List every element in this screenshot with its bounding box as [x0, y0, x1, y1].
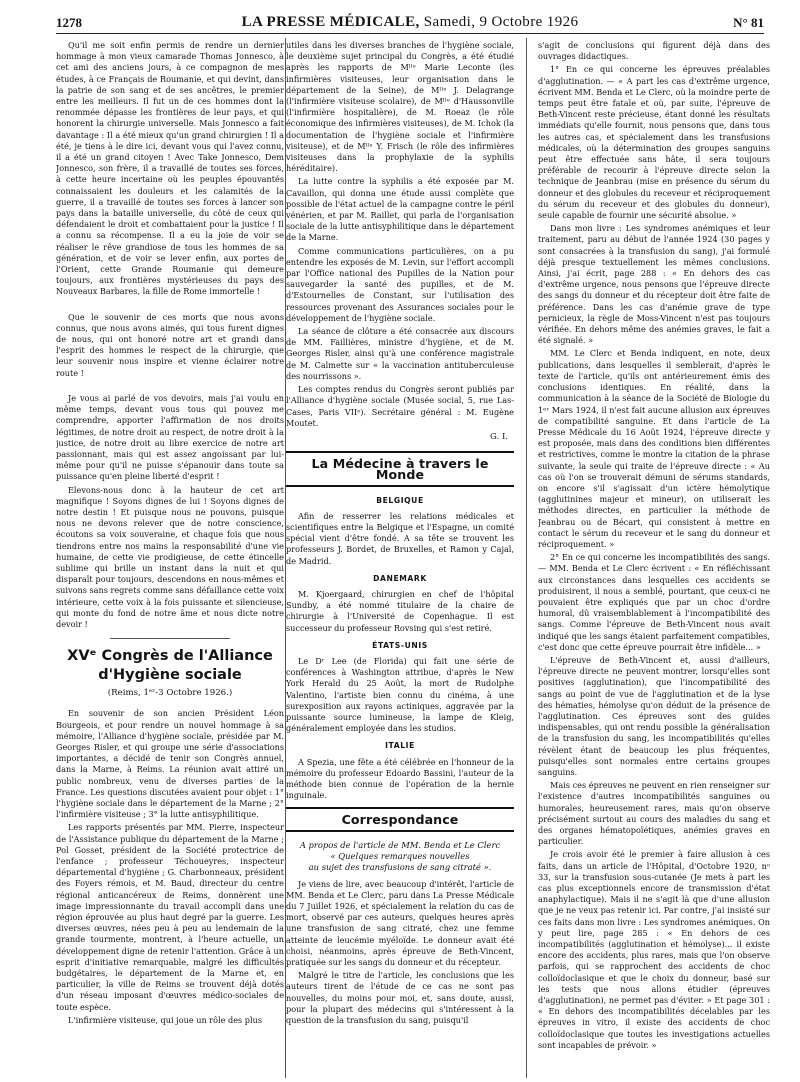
paragraph: Je viens de lire, avec beaucoup d'intérêt, l'article de MM. Benda et Le Clerc, paru dans La Presse Médicale du 7 Juillet 1926, et spécialement la relation du cas de mort, observé par ces auteurs, quelques heures après une transfusion de sang citraté, chez une femme atteinte de leucémie myéloïde. Le donneur avait été choisi, néanmoins, après épreuve de Beth-Vincent, pratiquée sur les sangs du donneur et du récepteur. [286, 878, 514, 968]
paragraph: Que le souvenir de ces morts que nous avons connus, que nous avons aimés, qui tous furent dignes de nous, qui ont honoré notre art et grandi dans l'esprit des hommes le respect de la chirurgie, que leur souvenir nous inspire et vienne éclairer notre route ! [56, 311, 284, 378]
paragraph: 1° En ce qui concerne les épreuves préalables d'agglutination. — « A part les cas d'extrême urgence, écrivent MM. Benda et Le Clerc, où la moindre perte de temps peut être fatale et où, par suite, l'épreuve de Beth-Vincent reste précieuse, étant donné les résultats immédiats qu'elle fournit, nous pensons que, dans tous les autres cas, et spécialement dans les transfusions médicales, où la détermination des groupes sanguins peut être effectuée sans hâte, il sera toujours préférable de recourir à l'épreuve directe selon la technique de Jeanbrau (mise en présence du sérum du donneur et des globules du receveur et réciproquement du sérum du receveur et des globules du donneur), seule capable de fournir une sécurité absolue. » [538, 64, 770, 221]
page-header [56, 5, 764, 29]
header-rule [56, 33, 764, 34]
paragraph: A Spezia, une fête a été célébrée en l'honneur de la mémoire du professeur Edoardo Bassini, l'auteur de la méthode bien connue de l'opération de la hernie inguinale. [286, 756, 514, 801]
author-initials: G. I. [490, 431, 508, 442]
separator-rule [110, 638, 230, 639]
paragraph: s'agit de conclusions qui figurent déjà dans des ouvrages didactiques. [538, 40, 770, 62]
paragraph: Les comptes rendus du Congrès seront publiés par l'Alliance d'hygiène sociale (Musée social, 5, rue Las-Cases, Paris VIIᵉ). Secrétaire général : M. Eugène Moutet. [286, 384, 514, 428]
journal-name: LA PRESSE MÉDICALE, [241, 14, 420, 30]
paragraph: Afin de resserrer les relations médicales et scientifiques entre la Belgique et l'Espagne, un comité spécial vient d'être fondé. A sa tête se trouvent les professeurs J. Bordet, de Bruxelles, et Ramon y Cajal, de Madrid. [286, 510, 514, 566]
country-heading: ITALIE [385, 741, 415, 751]
section-banner-correspondance: Correspondance [286, 807, 514, 831]
paragraph: Dans mon livre : Les syndromes anémiques et leur traitement, paru au début de l'année 1924 (30 pages y sont consacrées à la transfusion du sang), j'ai formulé déjà presque textuellement les mêmes conclusions. Ainsi, j'ai écrit, page 288 : « En dehors des cas d'extrême urgence, nous pensons que l'épreuve directe des sangs du donneur et du récepteur doit être faite de préférence. Dans les cas d'anémie grave de type pernicieux, la règle de Moss-Vincent n'est pas toujours vérifiée. En dehors même des anémies graves, le fait a été signalé. » [538, 223, 770, 346]
paragraph: M. Kjoergaard, chirurgien en chef de l'hôpital Sundby, a été nommé titulaire de la chaire de chirurgie à l'Université de Copenhague. Il est successeur du professeur Rovsing qui s'est retiré. [286, 588, 514, 633]
paragraph: MM. Le Clerc et Benda indiquent, en note, deux publications, dans lesquelles il semblerait, d'après le texte de l'article, qu'ils ont antérieurement émis des conclusions identiques. En réalité, dans la communication à la séance de la Société de Biologie du 1ᵉʳ Mars 1924, il n'est fait aucune allusion aux épreuves de compatibilité sanguine. Et dans l'article de La Presse Médicale du 16 Août 1924, l'épreuve directe y est proposée, mais dans des conditions bien différentes et restrictives, comme le montre la citation de la phrase suivante, la seule qui traite de l'épreuve directe : « Au cas où l'on se trouverait démuni de sérums standards, on encore s'il s'agissait d'un ictère hémolytique (agglutinines majeur et mineur), on utiliserait les méthodes directes, en particulier la méthode de Jeanbrau ou de Bécart, qui consistent à mettre en contact le sérum du receveur et le sang du donneur et réciproquement. » [538, 348, 770, 549]
paragraph: utiles dans les diverses branches de l'hygiène sociale, le deuxième sujet principal du Congrès, a été étudié après les rapports de Mˡˡᵉ Marie Leconte (les infirmières visiteuses, leur organisation dans le département de la Seine), de Mˡˡᵉ J. Delagrange (l'infirmière visiteuse scolaire), de Mˡˡᵉ d'Haussonville (l'infirmière hospitalière), de M. Roeaz (le rôle économique des infirmières visiteuses), de M. Ichok (la documentation de l'hygiène sociale et l'infirmière visiteuse), et de Mˡˡᵉ Y. Frisch (le rôle des infirmières visiteuses dans la prophylaxie de la syphilis héréditaire). [286, 40, 514, 174]
letter-subject-line: au sujet des transfusions de sang citraté ». [308, 861, 492, 872]
paragraph: En souvenir de son ancien Président Léon Bourgeois, et pour rendre un nouvel hommage à sa mémoire, l'Alliance d'hygiène sociale, présidée par M. Georges Risler, et qui groupe une série d'associations importantes, a décidé de tenir son Congrès annuel, dans la Marne, à Reims. La réunion avait attiré un public nombreux, venu de diverses parties de la France. Les questions discutées avaient pour objet : 1° l'hygiène sociale dans le département de la Marne ; 2° l'infirmière visiteuse ; 3° la lutte antisyphilitique. [56, 708, 284, 820]
page-number: 1278 [56, 15, 82, 30]
column-divider [526, 38, 527, 1078]
running-title [56, 14, 764, 31]
congress-title: XVᵉ Congrès de l'Alliance d'Hygiène sociale [67, 648, 273, 684]
country-heading: DANEMARK [373, 573, 427, 583]
column-1 [56, 40, 284, 1076]
paragraph: L'épreuve de Beth-Vincent et, aussi d'ailleurs, l'épreuve directe ne peuvent montrer, lorsqu'elles sont positives (agglutination), que l'incompatibilité des sangs au point de vue de l'agglutination et de la lyse des hématies, hémolyse qu'on déduit de la présence de l'agglutination. Ces épreuves sont des guides indispensables, qui ont rendu possible la généralisation de la transfusion du sang, les incompatibilités qu'elles révèlent étant de beaucoup les plus fréquentes, puisqu'elles sont normales entre certains groupes sanguins. [538, 654, 770, 777]
letter-subject-line: « Quelques remarques nouvelles [330, 850, 470, 861]
paragraph: La lutte contre la syphilis a été exposée par M. Cavaillon, qui donna une étude aussi complète que possible de l'état actuel de la campagne contre le péril vénérien, et par M. Raillet, qui parla de l'organisation sociale de la lutte antisyphilitique dans le département de la Marne. [286, 176, 514, 243]
paragraph: 2° En ce qui concerne les incompatibilités des sangs. — MM. Benda et Le Clerc écrivent : « En réfléchissant aux circonstances dans lesquelles ces accidents se produisirent, il nous a semblé, pourtant, que ceux-ci ne pouvaient être expliqués que par un choc d'ordre humoral, dû vraisemblablement à l'incompatibilité des sangs. Comme l'épreuve de Beth-Vincent nous avait indiqué que les sangs étaient parfaitement compatibles, c'est donc que cette épreuve pourrait être infidèle... » [538, 552, 770, 652]
country-heading: ÉTATS-UNIS [372, 640, 428, 650]
paragraph: Le Dʳ Lee (de Florida) qui fait une série de conférences à Washington attribue, d'après le New York Herald du 25 Août, la mort de Rudolphe Valentino, l'artiste bien connu du cinéma, à une surexposition aux rayons actiniques, aggravée par la puissante source lumineuse, la lampe de Kleig, généralement employée dans les studios. [286, 655, 514, 734]
issue-date: Samedi, 9 Octobre 1926 [423, 14, 579, 30]
paragraph: Les rapports présentés par MM. Pierre, inspecteur de l'Assistance publique du département de la Marne ; Pol Gosset, président de la Société protectrice de l'enfance ; professeur Téchoueyres, inspecteur départemental d'hygiène ; G. Charbonneaux, président des Foyers rémois, et M. Baud, directeur du centre régional anticancéreux de Reims, donnèrent une image impressionnante du travail accompli dans une région éprouvée au plus haut degré par la guerre. Les diverses œuvres, nées peu à peu au lendemain de la grande tourmente, montrent, à l'heure actuelle, un développement digne de retenir l'attention. Grâce à un esprit d'initiative remarquable, malgré les difficultés budgétaires, le département de la Marne et, en particulier, la ville de Reims se trouvent déjà dotés d'un réseau imposant d'œuvres médico-sociales de toute espèce. [56, 822, 284, 1012]
paragraph: Je vous ai parlé de vos devoirs, mais j'ai voulu en même temps, devant vous tous qui pouvez me comprendre, apporter l'affirmation de nos droits légitimes, de notre droit au respect, de notre droit à la justice, de notre droit au libre exercice de notre art passionnant, mais qui est assez angoissant par lui-même pour qu'il ne puisse s'épanouir dans toute sa puissance qu'en pleine liberté d'esprit ! [56, 392, 284, 482]
congress-dates: (Reims, 1ᵉʳ-3 Octobre 1926.) [107, 688, 233, 699]
letter-subject [286, 840, 514, 873]
column-2 [286, 40, 514, 1076]
paragraph: Mais ces épreuves ne peuvent en rien renseigner sur l'existence d'autres incompatibilités sanguines ou humorales, heureusement rares, mais qu'on observe précisément surtout au cours des maladies du sang et des organes hématopoïétiques, anémies graves en particulier. [538, 780, 770, 847]
paragraph: Malgré le titre de l'article, les conclusions que les auteurs tirent de l'étude de ce cas ne sont pas nouvelles, du moins pour moi, et, sans doute, aussi, pour la plupart des médecins qui s'intéressent à la question de la transfusion du sang, puisqu'il [286, 970, 514, 1026]
paragraph: Je crois avoir été le premier à faire allusion à ces faits, dans un article de l'Hôpital, d'Octobre 1920, nᵒ 33, sur la transfusion sous-cutanée (Je mets à part les cas plus exceptionnels encore de transmission d'état anaphylactique). Mais il ne s'agit là que d'une allusion que je ne veux pas retenir ici. Par contre, j'ai insisté sur ces faits dans mon livre : Les syndromes anémiques. On y peut lire, page 285 : « En dehors de ces incompatibilités (agglutination et hémolyse)... il existe encore des accidents, plus rares, mais que l'on observe parfois, qui se rapprochent des accidents de choc colloïdoclasique et que le choix du donneur, basé sur les tests que nous allons étudier (épreuves d'agglutination), ne permet pas d'éviter. » Et page 301 : « En dehors des incompatibilités décelables par les épreuves in vitro, il existe des accidents de choc colloïdoclasique que toutes les investigations actuelles sont incapables de prévoir. » [538, 849, 770, 1050]
paragraph: Elevons-nous donc à la hauteur de cet art magnifique ! Soyons dignes de lui ! Soyons dignes de notre destin ! Et puisque nous ne pouvons, puisque nous ne devons relever que de notre conscience, écoutons sa voix souveraine, et chaque fois que nous tiendrons entre nos mains la responsabilité d'une vie humaine, de cette vie prodigieuse, de cette étincelle sublime qui brille un instant dans la nuit et qui disparaît pour toujours, descendons en nous-mêmes et suivons sans regrets comme sans défaillance cette voix intérieure, cette voix à la fois puissante et silencieuse, qui monte du fond de notre âme et nous dicte notre devoir ! [56, 484, 284, 629]
paragraph: L'infirmière visiteuse, qui joue un rôle des plus [68, 1014, 262, 1025]
section-banner-medecine: La Médecine à travers le Monde [286, 451, 514, 486]
paragraph: La séance de clôture a été consacrée aux discours de MM. Faillières, ministre d'hygiène, et de M. Georges Risler, ainsi qu'à une conférence magistrale de M. Calmette sur « la vaccination antituberculeuse des nourrissons ». [286, 326, 514, 381]
country-heading: BELGIQUE [376, 495, 424, 505]
column-3 [538, 40, 770, 1076]
paragraph: Comme communications particulières, on a pu entendre les exposés de M. Levin, sur l'effort accompli par l'Office national des Pupilles de la Nation pour sauvegarder la santé des pupilles, et de M. d'Estournelles de Constant, sur l'utilisation des ressources provenant des Assurances sociales pour le développement de l'hygiène sociale. [286, 245, 514, 323]
paragraph: Qu'il me soit enfin permis de rendre un dernier hommage à mon vieux camarade Thomas Jonnesco, à cet ami des anciens jours, à ce compagnon de mes études, à ce Français de Roumanie, et qui devint, dans la patrie de son sang et de ses ancêtres, le premier entre les meilleurs. Il fut un de ces hommes dont la renommée dépasse les frontières de leur pays, et qui honorent la chirurgie universelle. Mais Jonnesco a fait davantage : Il a été mieux qu'un grand chirurgien ! Il a été, je tiens à le dire ici, devant vous qui l'avez connu, il a été un grand citoyen ! Avec Take Jonnesco, Dem Jonnesco, son frère, il a travaillé de toutes ses forces, à cette heure incertaine où les peuples épouvantés connaissaient les douleurs et les calamités de la guerre, il a travaillé de toutes ses forces à lancer son pays dans la bataille universelle, du côté de ceux qui défendaient le droit et combattaient pour la justice ! Il a connu sa récompense. Il a eu la joie de voir se réaliser le rêve grandiose de tous les hommes de sa génération, et de voir se lever enfin, aux portes de l'Orient, cette Grande Roumanie qui demeure toujours, aux frontières mystérieuses du pays des Nouveaux Barbares, la fille de Rome immortelle ! [56, 40, 284, 297]
issue-number: N° 81 [733, 15, 764, 30]
letter-subject-line: A propos de l'article de MM. Benda et Le Clerc [299, 839, 501, 850]
